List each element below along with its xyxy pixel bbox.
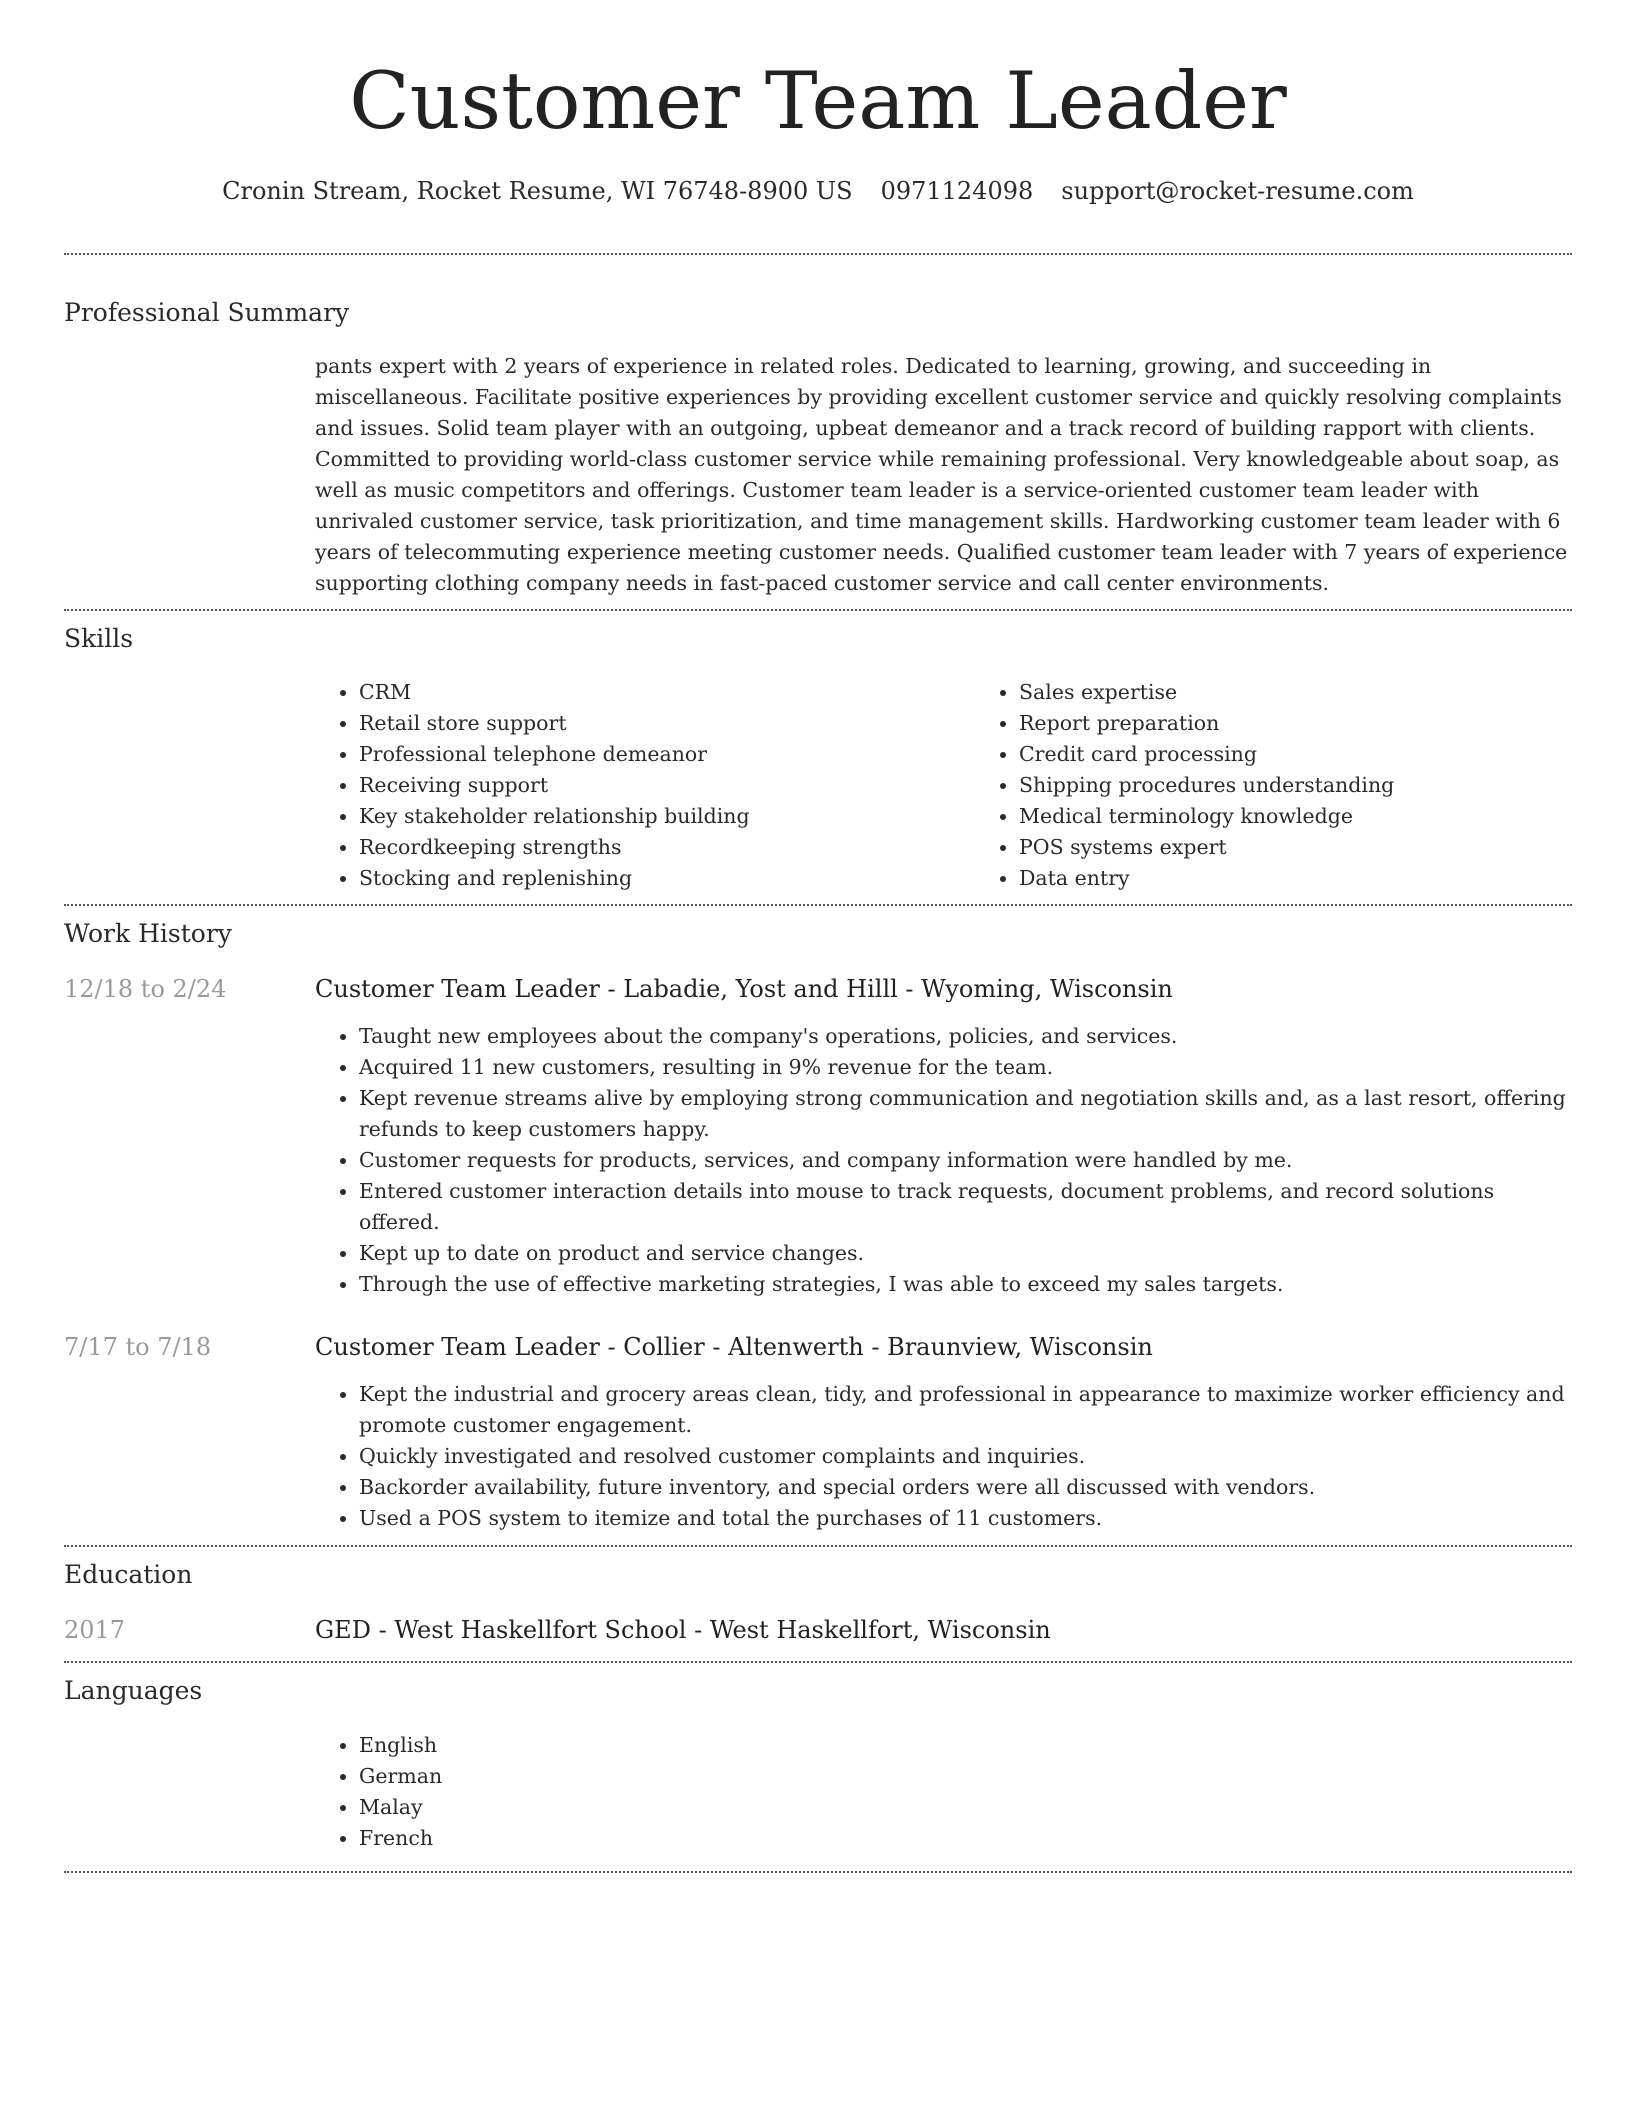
language-item: • Malay <box>359 1792 1572 1823</box>
job-bullet: • Through the use of effective marketing strategies, I was able to exceed my sales targets. <box>359 1269 1572 1300</box>
section-divider <box>64 253 1572 255</box>
job-heading: Customer Team Leader - Collier - Altenwerth - Braunview, Wisconsin <box>315 1333 1153 1361</box>
skill-item: • CRM <box>359 677 975 708</box>
job-bullet: • Entered customer interaction details into mouse to track requests, document problems, and record solutions offered. <box>359 1176 1572 1238</box>
work-section <box>64 917 1572 1534</box>
job-entry <box>64 973 1572 1300</box>
skill-item: • Medical terminology knowledge <box>1019 801 1632 832</box>
language-item: • German <box>359 1761 1572 1792</box>
skill-item: • POS systems expert <box>1019 832 1632 863</box>
skills-list-right <box>975 677 1632 894</box>
skills-title: Skills <box>64 624 134 653</box>
job-bullet: • Kept up to date on product and service changes. <box>359 1238 1572 1269</box>
skills-list-left <box>315 677 975 894</box>
education-section <box>64 1558 1572 1646</box>
section-divider <box>64 1545 1572 1547</box>
skill-item: • Data entry <box>1019 863 1632 894</box>
languages-list <box>315 1730 1572 1854</box>
work-title: Work History <box>64 919 232 948</box>
education-title: Education <box>64 1560 193 1589</box>
section-divider <box>64 904 1572 906</box>
education-heading: GED - West Haskellfort School - West Haskellfort, Wisconsin <box>315 1616 1051 1644</box>
job-heading: Customer Team Leader - Labadie, Yost and Hilll - Wyoming, Wisconsin <box>315 975 1173 1003</box>
language-item: • English <box>359 1730 1572 1761</box>
summary-text: pants expert with 2 years of experience in related roles. Dedicated to learning, growing, and succeeding in miscellaneous. Facilitate positive experiences by providing excellent customer service and quickly resolving complaints and issues. Solid team player with an outgoing, upbeat demeanor and a track record of building rapport with clients. Committed to providing world-class customer service while remaining professional. Very knowledgeable about soap, as well as music competitors and offerings. Customer team leader is a service-oriented customer team leader with unrivaled customer service, task prioritization, and time management skills. Hardworking customer team leader with 6 years of telecommuting experience meeting customer needs. Qualified customer team leader with 7 years of experience supporting clothing company needs in fast-paced customer service and call center environments. <box>315 354 1568 595</box>
job-entry <box>64 1331 1572 1534</box>
skill-item: • Shipping procedures understanding <box>1019 770 1632 801</box>
job-bullets <box>315 1379 1572 1534</box>
skills-section <box>64 622 1572 894</box>
skill-item: • Receiving support <box>359 770 975 801</box>
skill-item: • Report preparation <box>1019 708 1632 739</box>
skill-item: • Recordkeeping strengths <box>359 832 975 863</box>
language-item: • French <box>359 1823 1572 1854</box>
job-bullet: • Used a POS system to itemize and total the purchases of 11 customers. <box>359 1503 1572 1534</box>
skill-item: • Retail store support <box>359 708 975 739</box>
skill-item: • Key stakeholder relationship building <box>359 801 975 832</box>
job-bullet: • Kept revenue streams alive by employing strong communication and negotiation skills and, as a last resort, offering refunds to keep customers happy. <box>359 1083 1572 1145</box>
skill-item: • Sales expertise <box>1019 677 1632 708</box>
languages-title: Languages <box>64 1676 203 1705</box>
contact-address: Cronin Stream, Rocket Resume, WI 76748-8900 US <box>222 177 853 205</box>
job-bullet: • Acquired 11 new customers, resulting in 9% revenue for the team. <box>359 1052 1572 1083</box>
skill-item: • Professional telephone demeanor <box>359 739 975 770</box>
section-divider <box>64 1871 1572 1873</box>
section-divider <box>64 609 1572 611</box>
resume-page <box>64 0 1572 1873</box>
job-bullet: • Taught new employees about the company's operations, policies, and services. <box>359 1021 1572 1052</box>
job-bullet: • Customer requests for products, services, and company information were handled by me. <box>359 1145 1572 1176</box>
contact-phone: 0971124098 <box>880 177 1034 205</box>
languages-section <box>64 1674 1572 1854</box>
skill-item: • Stocking and replenishing <box>359 863 975 894</box>
job-bullet: • Backorder availability, future inventory, and special orders were all discussed with vendors. <box>359 1472 1572 1503</box>
job-bullets <box>315 1021 1572 1300</box>
candidate-name: Customer Team Leader <box>349 55 1287 147</box>
job-dates: 12/18 to 2/24 <box>64 975 227 1003</box>
summary-section <box>64 296 1572 599</box>
skill-item: • Credit card processing <box>1019 739 1632 770</box>
skills-grid <box>315 677 1632 894</box>
education-year: 2017 <box>64 1616 126 1644</box>
contact-email: support@rocket-resume.com <box>1061 177 1414 205</box>
summary-title: Professional Summary <box>64 298 350 327</box>
job-dates: 7/17 to 7/18 <box>64 1333 212 1361</box>
job-bullet: • Quickly investigated and resolved customer complaints and inquiries. <box>359 1441 1572 1472</box>
job-bullet: • Kept the industrial and grocery areas clean, tidy, and professional in appearance to maximize worker efficiency and promote customer engagement. <box>359 1379 1572 1441</box>
contact-line <box>64 175 1572 207</box>
section-divider <box>64 1661 1572 1663</box>
